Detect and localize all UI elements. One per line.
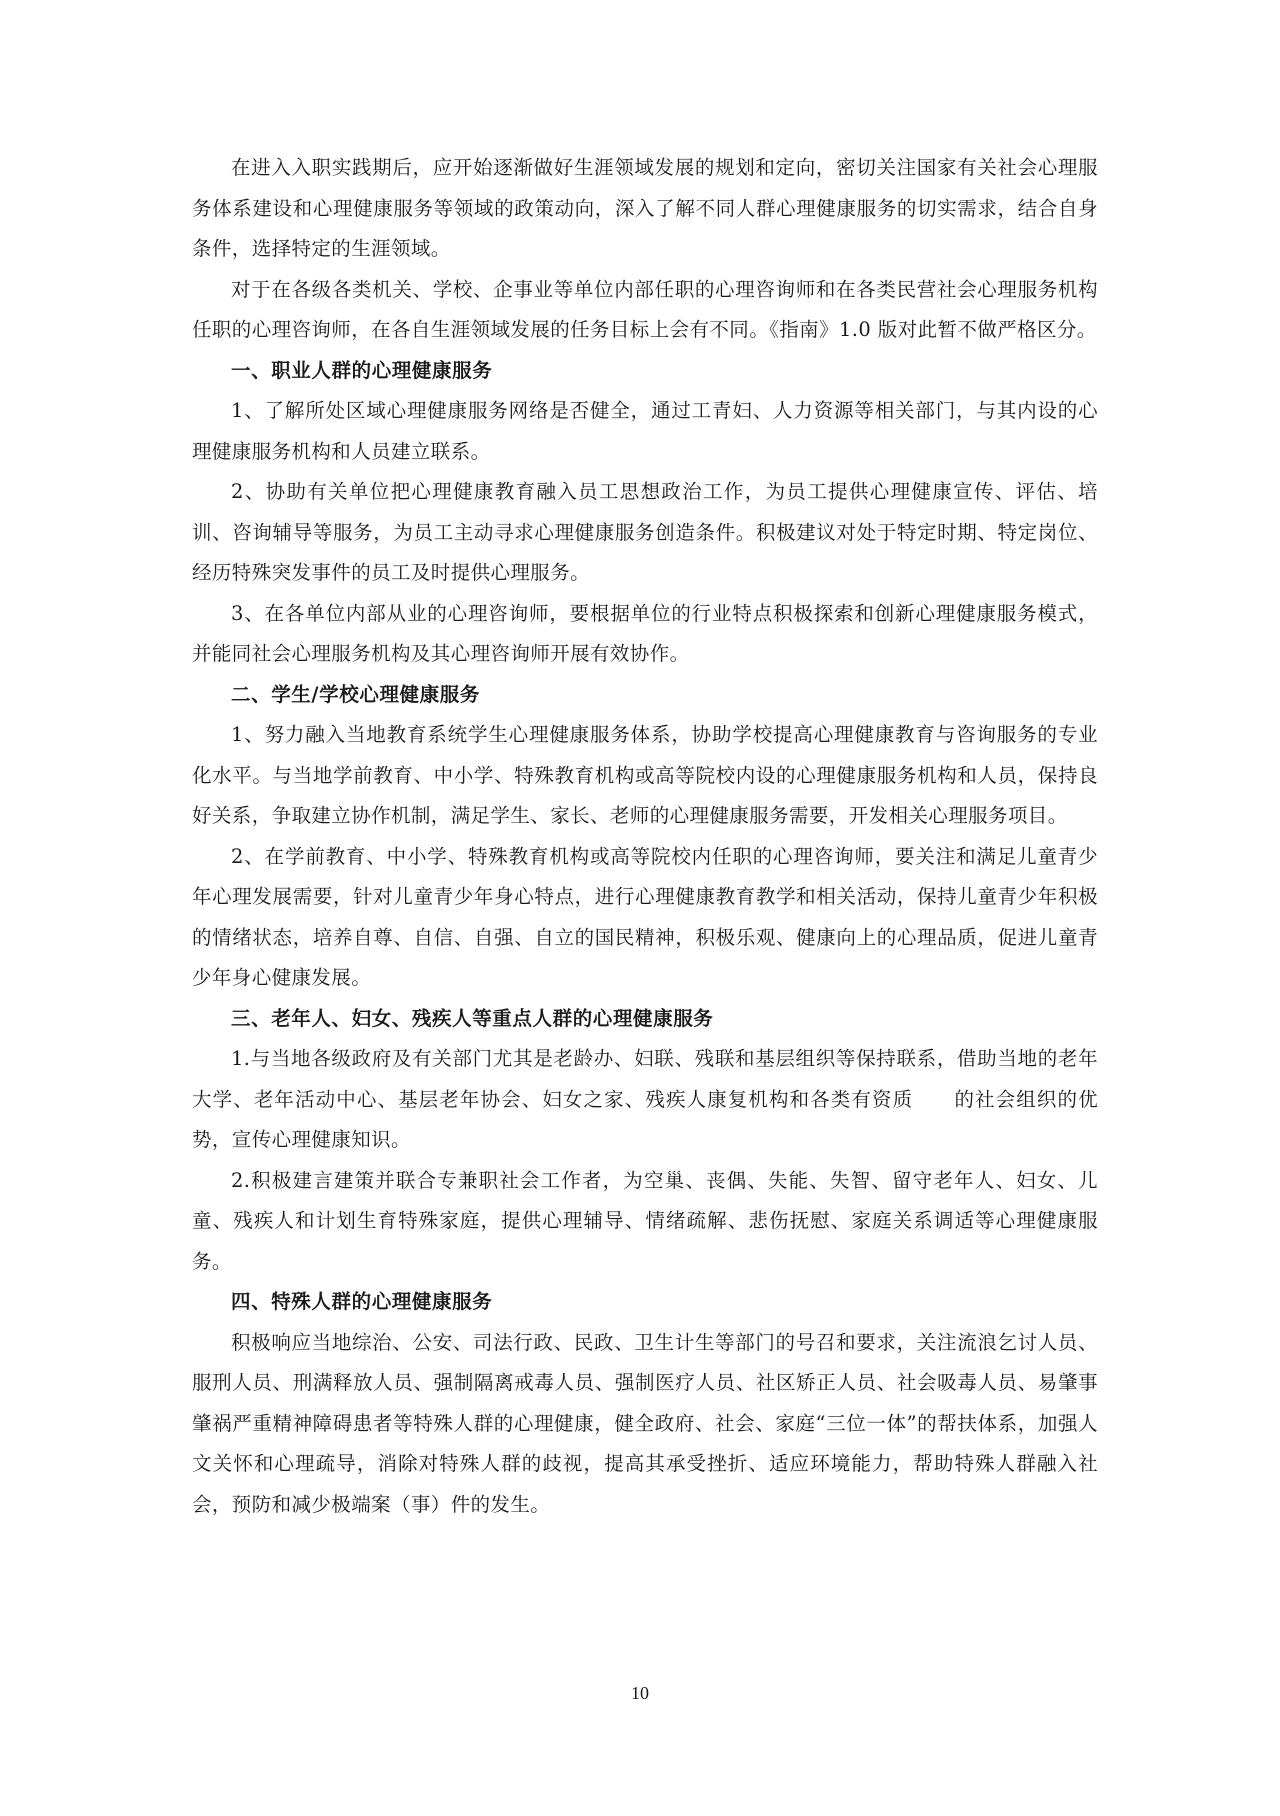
- paragraph-student-2: 2、在学前教育、中小学、特殊教育机构或高等院校内任职的心理咨询师，要关注和满足儿童青少年心理发展需要，针对儿童青少年身心特点，进行心理健康教育教学和相关活动，保持儿童青少年积极的情绪状态，培养自尊、自信、自强、自立的国民精神，积极乐观、健康向上的心理品质，促进儿童青少年身心健康发展。: [192, 844, 1098, 989]
- paragraph-occupational-1: 1、了解所处区域心理健康服务网络是否健全，通过工青妇、人力资源等相关部门，与其内设的心理健康服务机构和人员建立联系。: [192, 399, 1098, 463]
- paragraph-career-planning: 在进入入职实践期后，应开始逐渐做好生涯领域发展的规划和定向，密切关注国家有关社会心理服务体系建设和心理健康服务等领域的政策动向，深入了解不同人群心理健康服务的切实需求，结合自身条件，选择特定的生涯领域。: [192, 156, 1098, 260]
- paragraph-special-groups: 积极响应当地综治、公安、司法行政、民政、卫生计生等部门的号召和要求，关注流浪乞讨人员、服刑人员、刑满释放人员、强制隔离戒毒人员、强制医疗人员、社区矫正人员、社会吸毒人员、易肇事肇祸严重精神障碍患者等特殊人群的心理健康，健全政府、社会、家庭“三位一体”的帮扶体系，加强人文关怀和心理疏导，消除对特殊人群的歧视，提高其承受挫折、适应环境能力，帮助特殊人群融入社会，预防和减少极端案（事）件的发生。: [192, 1330, 1098, 1516]
- heading-student-school: 二、学生/学校心理健康服务: [231, 682, 480, 706]
- paragraph-key-groups-2: 2.积极建言建策并联合专兼职社会工作者，为空巢、丧偶、失能、失智、留守老年人、妇女、儿童、残疾人和计划生育特殊家庭，提供心理辅导、情绪疏解、悲伤抚慰、家庭关系调适等心理健康服务。: [192, 1168, 1098, 1273]
- paragraph-occupational-2: 2、协助有关单位把心理健康教育融入员工思想政治工作，为员工提供心理健康宣传、评估、培训、咨询辅导等服务，为员工主动寻求心理健康服务创造条件。积极建议对处于特定时期、特定岗位、经历特殊突发事件的员工及时提供心理服务。: [192, 480, 1098, 584]
- paragraph-role-difference: 对于在各级各类机关、学校、企事业等单位内部任职的心理咨询师和在各类民营社会心理服务机构任职的心理咨询师，在各自生涯领域发展的任务目标上会有不同。《指南》1.0 版对此暂不做严格区分。: [192, 277, 1098, 341]
- document-body: [192, 148, 1098, 1525]
- page-number: 10: [631, 1683, 649, 1703]
- paragraph-occupational-3: 3、在各单位内部从业的心理咨询师，要根据单位的行业特点积极探索和创新心理健康服务模式，并能同社会心理服务机构及其心理咨询师开展有效协作。: [192, 601, 1098, 665]
- paragraph-student-1: 1、努力融入当地教育系统学生心理健康服务体系，协助学校提高心理健康教育与咨询服务的专业化水平。与当地学前教育、中小学、特殊教育机构或高等院校内设的心理健康服务机构和人员，保持良好关系，争取建立协作机制，满足学生、家长、老师的心理健康服务需要，开发相关心理服务项目。: [192, 723, 1098, 827]
- heading-key-groups: 三、老年人、妇女、残疾人等重点人群的心理健康服务: [231, 1006, 714, 1030]
- heading-special-groups: 四、特殊人群的心理健康服务: [231, 1290, 493, 1313]
- paragraph-key-groups-1: 1.与当地各级政府及有关部门尤其是老龄办、妇联、残联和基层组织等保持联系，借助当地的老年大学、老年活动中心、基层老年协会、妇女之家、残疾人康复机构和各类有资质 的社会组织的优势，宣传心理健康知识。: [192, 1047, 1098, 1151]
- heading-occupational-groups: 一、职业人群的心理健康服务: [231, 358, 493, 382]
